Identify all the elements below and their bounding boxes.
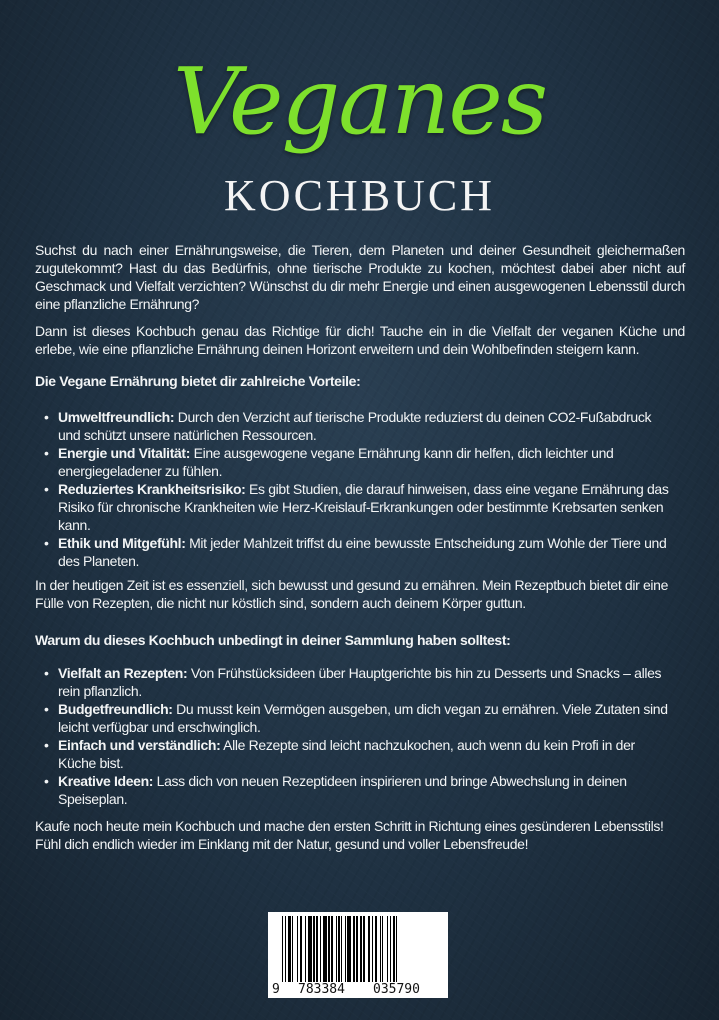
item-text: Durch den Verzicht auf tierische Produkte reduzierst du deinen CO2-Fußabdruck und schützt unsere natürlichen Ressourcen. [58,409,652,443]
benefits-list [35,408,675,570]
item-text: Von Frühstücksideen über Hauptgerichte bis hin zu Desserts und Snacks – alles rein pflanzlich. [58,665,662,699]
title-kochbuch: KOCHBUCH [224,171,495,220]
list-item [35,444,675,480]
item-label: Ethik und Mitgefühl: [58,535,186,551]
closing-paragraph: Kaufe noch heute mein Kochbuch und mache den ersten Schritt in Richtung eines gesünderen Lebensstils! Fühl dich endlich wieder im Einklang mit der Natur, gesund und voller Lebensfreude! [35,818,664,852]
isbn-barcode [268,912,448,998]
item-label: Umweltfreundlich: [58,409,175,425]
barcode-bar [396,916,397,982]
list-item [35,408,675,444]
item-label: Einfach und verständlich: [58,737,221,753]
middle-paragraph: In der heutigen Zeit ist es essenziell, sich bewusst und gesund zu ernähren. Mein Rezeptbuch bietet dir eine Fülle von Rezepten, die nicht nur köstlich sind, sondern auch deinem Körper guttun. [35,577,669,611]
item-text: Mit jeder Mahlzeit triffst du eine bewusste Entscheidung zum Wohle der Tiere und des Planeten. [58,535,667,569]
benefits-heading: Die Vegane Ernährung bietet dir zahlreiche Vorteile: [35,373,361,389]
barcode-left-digits: 783384 [298,982,345,997]
list-item [35,534,675,570]
intro-paragraph-1: Suchst du nach einer Ernährungsweise, die Tieren, dem Planeten und deiner Gesundheit gleichermaßen zugutekommt? Hast du das Bedürfnis, ohne tierische Produkte zu kochen, möchtest dabei aber nicht auf Geschmack und Vielfalt verzichten? Wünschst du dir mehr Energie und einen ausgewogenen Lebensstil durch eine pflanzliche Ernährung? [35,242,685,312]
item-text: Eine ausgewogene vegane Ernährung kann dir helfen, dich leichter und energiegeladener zu fühlen. [58,445,614,479]
item-label: Kreative Ideen: [58,773,154,789]
item-label: Energie und Vitalität: [58,445,191,461]
list-item [35,480,675,534]
item-text: Du musst kein Vermögen ausgeben, um dich vegan zu ernähren. Viele Zutaten sind leicht verfügbar und erschwinglich. [58,701,668,735]
barcode-right-digits: 035790 [373,982,420,997]
list-item [35,700,675,736]
list-item [35,736,675,772]
title-veganes: Veganes [172,48,547,155]
item-text: Lass dich von neuen Rezeptideen inspirieren und bringe Abwechslung in deinen Speiseplan. [58,773,627,807]
reasons-heading: Warum du dieses Kochbuch unbedingt in deiner Sammlung haben solltest: [35,632,511,648]
barcode-bars [282,916,432,982]
list-item [35,772,675,808]
intro-paragraph-2: Dann ist dieses Kochbuch genau das Richtige für dich! Tauche ein in die Vielfalt der veganen Küche und erlebe, wie eine pflanzliche Ernährung deinen Horizont erweitern und dein Wohlbefinden steigern kann. [35,323,685,357]
reasons-list [35,664,675,808]
list-item [35,664,675,700]
item-label: Reduziertes Krankheitsrisiko: [58,481,246,497]
item-text: Es gibt Studien, die darauf hinweisen, dass eine vegane Ernährung das Risiko für chronische Krankheiten wie Herz-Kreislauf-Erkrankungen oder bestimmte Krebsarten senken kann. [58,481,669,533]
item-text: Alle Rezepte sind leicht nachzukochen, auch wenn du kein Profi in der Küche bist. [58,737,635,771]
item-label: Vielfalt an Rezepten: [58,665,188,681]
barcode-lead-digit: 9 [272,982,280,997]
item-label: Budgetfreundlich: [58,701,173,717]
